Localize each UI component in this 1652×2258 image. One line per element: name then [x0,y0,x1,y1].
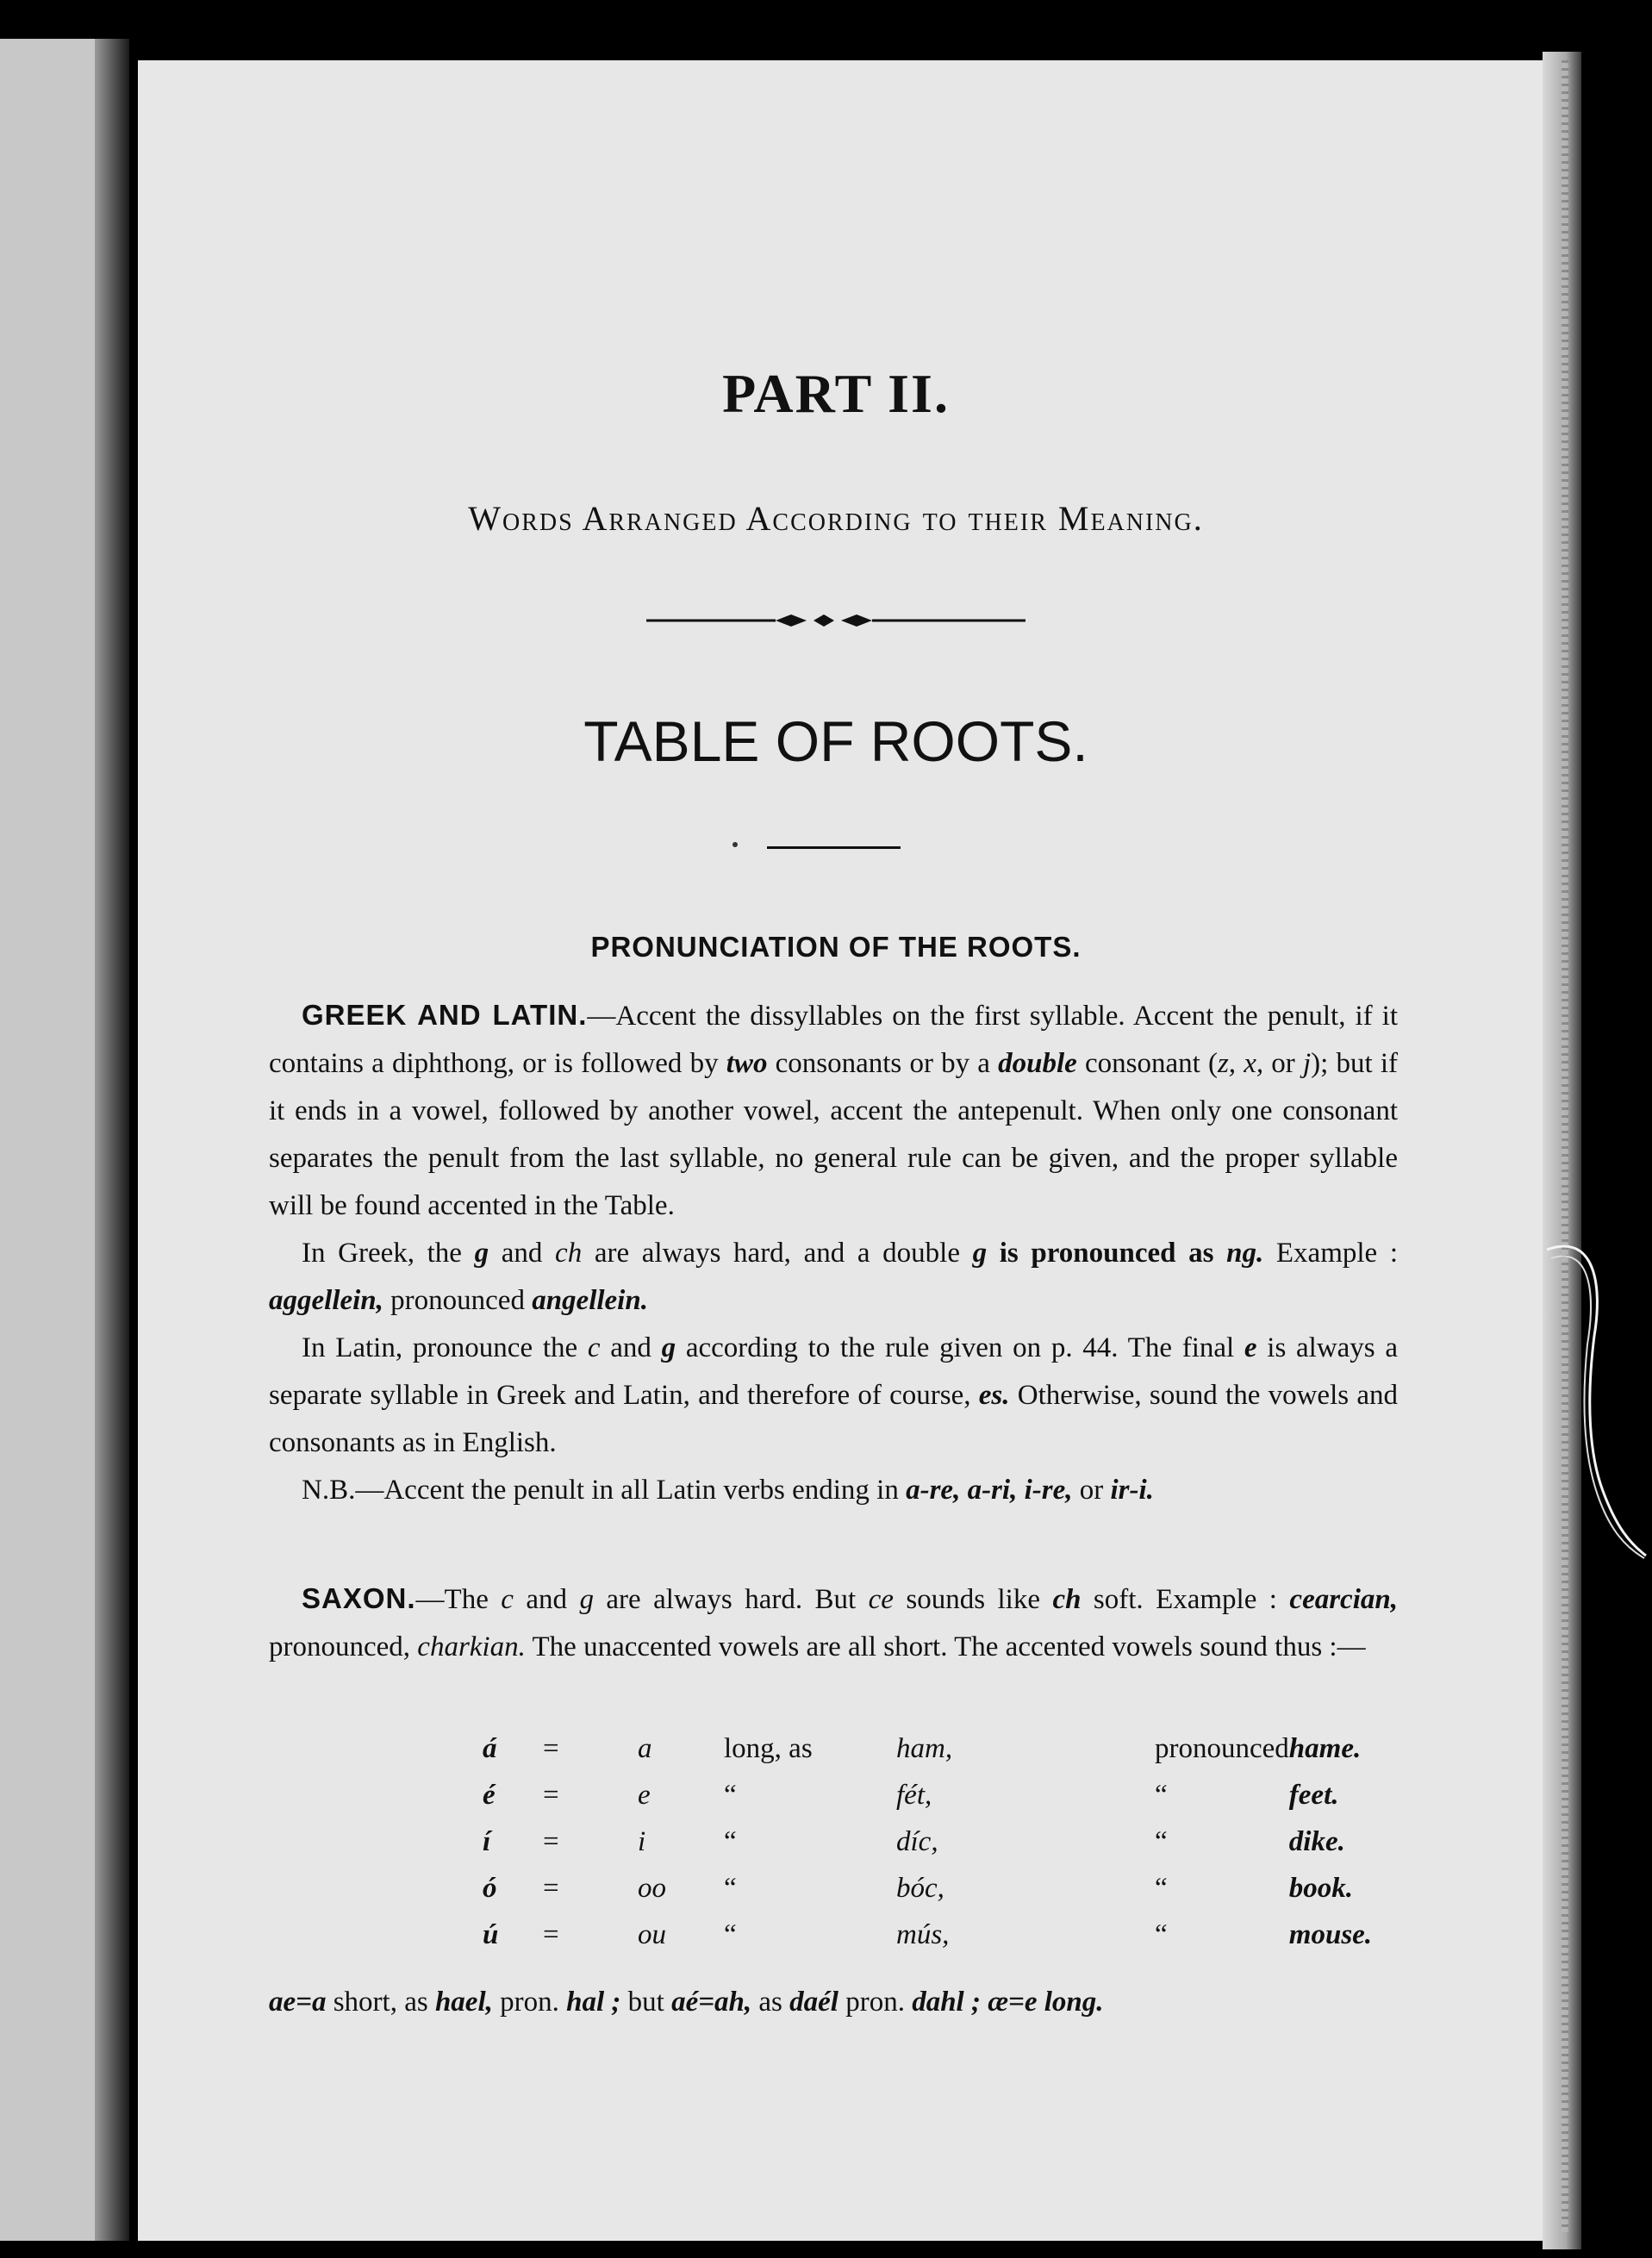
text-run: pronounced, [269,1631,418,1662]
part-title: PART II. [722,363,950,424]
vowel-value: a [638,1732,652,1764]
text-run: is always a separate syllable in Greek and Latin, and therefore of course, [269,1332,1399,1411]
vowel-table [483,1725,1431,1958]
ditto-mark: “ [1155,1779,1168,1811]
vowel-row [483,1725,1431,1772]
equals-sign: = [543,1732,559,1764]
greek-latin-paragraph [269,991,1398,1230]
text-run: consonant ( [1076,1048,1218,1079]
vowel-row [483,1912,1431,1958]
vowel-row [483,1772,1431,1818]
vowel-symbol: é [483,1779,496,1811]
text-run: N.B.—Accent the penult in all Latin verbs ending in [302,1475,907,1506]
text-run: Otherwise, sound the vowels and consonants as in English. [269,1380,1398,1458]
text-run: pron. [492,1987,567,2018]
ditto-mark: “ [1155,1825,1168,1857]
pronounced-word: hame. [1288,1732,1362,1764]
text-run: Example : [1263,1238,1398,1269]
text-run: short, as [326,1987,435,2018]
example-word: mús, [896,1918,950,1950]
page-stack-lines [1562,60,1568,2232]
text-run: In Latin, pronounce the [302,1332,588,1363]
vowel-value: e [638,1779,651,1811]
vowel-note: “ [724,1918,737,1950]
text-run: dahl ; [912,1987,981,2018]
text-run: as [751,1987,790,2018]
text-run: daél [789,1987,838,2018]
text-run: c [587,1332,601,1363]
table-of-roots-title: TABLE OF ROOTS. [583,709,1088,773]
text-run: hael, [434,1987,493,2018]
equals-sign: = [543,1872,559,1904]
text-run: g [474,1238,489,1269]
text-run: In Greek, the [302,1238,475,1269]
text-run: ch [1052,1584,1082,1615]
text-run: c [501,1584,514,1615]
text-run: or [1263,1048,1303,1079]
greek-latin-section [269,991,1398,1514]
vowel-table-body [483,1725,1431,1958]
text-run: a-re, a-ri, [906,1475,1018,1506]
short-divider [767,846,901,849]
vowel-note: “ [724,1825,737,1857]
diamond-ornament-icon [646,608,1025,633]
saxon-section [269,1575,1398,1671]
text-run: sounds like [893,1584,1053,1615]
text-run: and [600,1332,662,1363]
vowel-value: ou [638,1918,666,1950]
text-run: —The [415,1584,502,1615]
text-run: g [579,1584,594,1615]
text-run: cearcian, [1289,1584,1398,1615]
text-run: j [1302,1048,1312,1079]
text-run: g [972,1238,988,1269]
bookmark-string-icon [1543,1232,1652,1560]
gutter-shadow [95,39,129,2241]
text-run: The unaccented vowels are all short. The accented vowels sound thus :— [525,1631,1366,1662]
vowel-symbol: ú [483,1918,499,1950]
text-run: is pronounced as [987,1238,1227,1269]
facing-page-edge [0,39,110,2241]
ditto-mark: “ [1155,1872,1168,1904]
rule-dot [732,842,738,847]
text-run: i-re, [1024,1475,1073,1506]
text-run: pron. [838,1987,913,2018]
vowel-note: “ [724,1779,737,1811]
pronounced-word: dike. [1288,1825,1345,1857]
text-run: or [1072,1475,1111,1506]
text-run: are always hard. But [593,1584,869,1615]
text-run: ch [555,1238,583,1269]
text-run: ); but if it ends in a vowel, followed by another vowel, accent the antepenult. When only one consonant separates the penult from the last syllable, no general rule can be given, and the proper syllable will be found accented in the Table. [269,1048,1398,1221]
vowel-row [483,1818,1431,1865]
text-run: e [1244,1332,1257,1363]
example-word: fét, [896,1779,932,1811]
text-run: ir-i. [1110,1475,1154,1506]
text-run: hal ; [566,1987,621,2018]
text-run: but [620,1987,672,2018]
saxon-label: SAXON. [302,1582,416,1614]
vowel-symbol: ó [483,1872,497,1904]
equals-sign: = [543,1779,559,1811]
text-run: æ=e long. [980,1987,1104,2018]
pronounced-word: mouse. [1288,1918,1373,1950]
text-run: and [513,1584,580,1615]
text-run: charkian. [417,1631,526,1662]
text-run: z, x, [1217,1048,1264,1079]
text-run: g [661,1332,676,1363]
text-run: aé=ah, [671,1987,752,2018]
text-run: —Accent the dissyllables on the first syllable. Accent the penult, if it contains a diphthong, or is followed by [269,1001,1399,1079]
vowel-value: i [638,1825,646,1857]
greek-latin-label: GREEK AND LATIN. [302,999,588,1031]
pronunciation-heading: PRONUNCIATION OF THE ROOTS. [590,931,1082,963]
text-run: are always hard, and a double [582,1238,973,1269]
text-run: angellein. [532,1285,648,1316]
ditto-mark: “ [1155,1918,1168,1950]
ditto-mark: pronounced [1155,1732,1289,1764]
text-run: ng. [1226,1238,1264,1269]
latin-note-paragraph [269,1325,1398,1467]
saxon-paragraph [269,1575,1398,1671]
text-run: ae=a [269,1987,327,2018]
nb-paragraph [269,1467,1398,1514]
equals-sign: = [543,1918,559,1950]
text-run: two [726,1048,768,1079]
text-run: soft. Example : [1081,1584,1290,1615]
example-word: ham, [896,1732,953,1764]
diphthong-note [269,1979,1398,2026]
text-run: and [489,1238,556,1269]
text-run: pronounced [383,1285,533,1316]
example-word: díc, [896,1825,938,1857]
pronounced-word: book. [1288,1872,1354,1904]
vowel-note: “ [724,1872,737,1904]
equals-sign: = [543,1825,559,1857]
vowel-value: oo [638,1872,666,1904]
example-word: bóc, [896,1872,944,1904]
vowel-row [483,1865,1431,1912]
vowel-symbol: í [483,1825,491,1857]
subtitle: Words Arranged According to their Meaning. [468,499,1204,538]
text-run: ce [868,1584,894,1615]
text-run [1017,1475,1024,1506]
greek-note-paragraph [269,1230,1398,1325]
text-run: according to the rule given on p. 44. The final [676,1332,1244,1363]
pronounced-word: feet. [1288,1779,1339,1811]
text-run: aggellein, [269,1285,383,1316]
text-run: es. [978,1380,1010,1411]
text-run: consonants or by a [767,1048,999,1079]
vowel-note: long, as [724,1732,813,1764]
text-run: double [998,1048,1077,1079]
vowel-symbol: á [483,1732,497,1764]
